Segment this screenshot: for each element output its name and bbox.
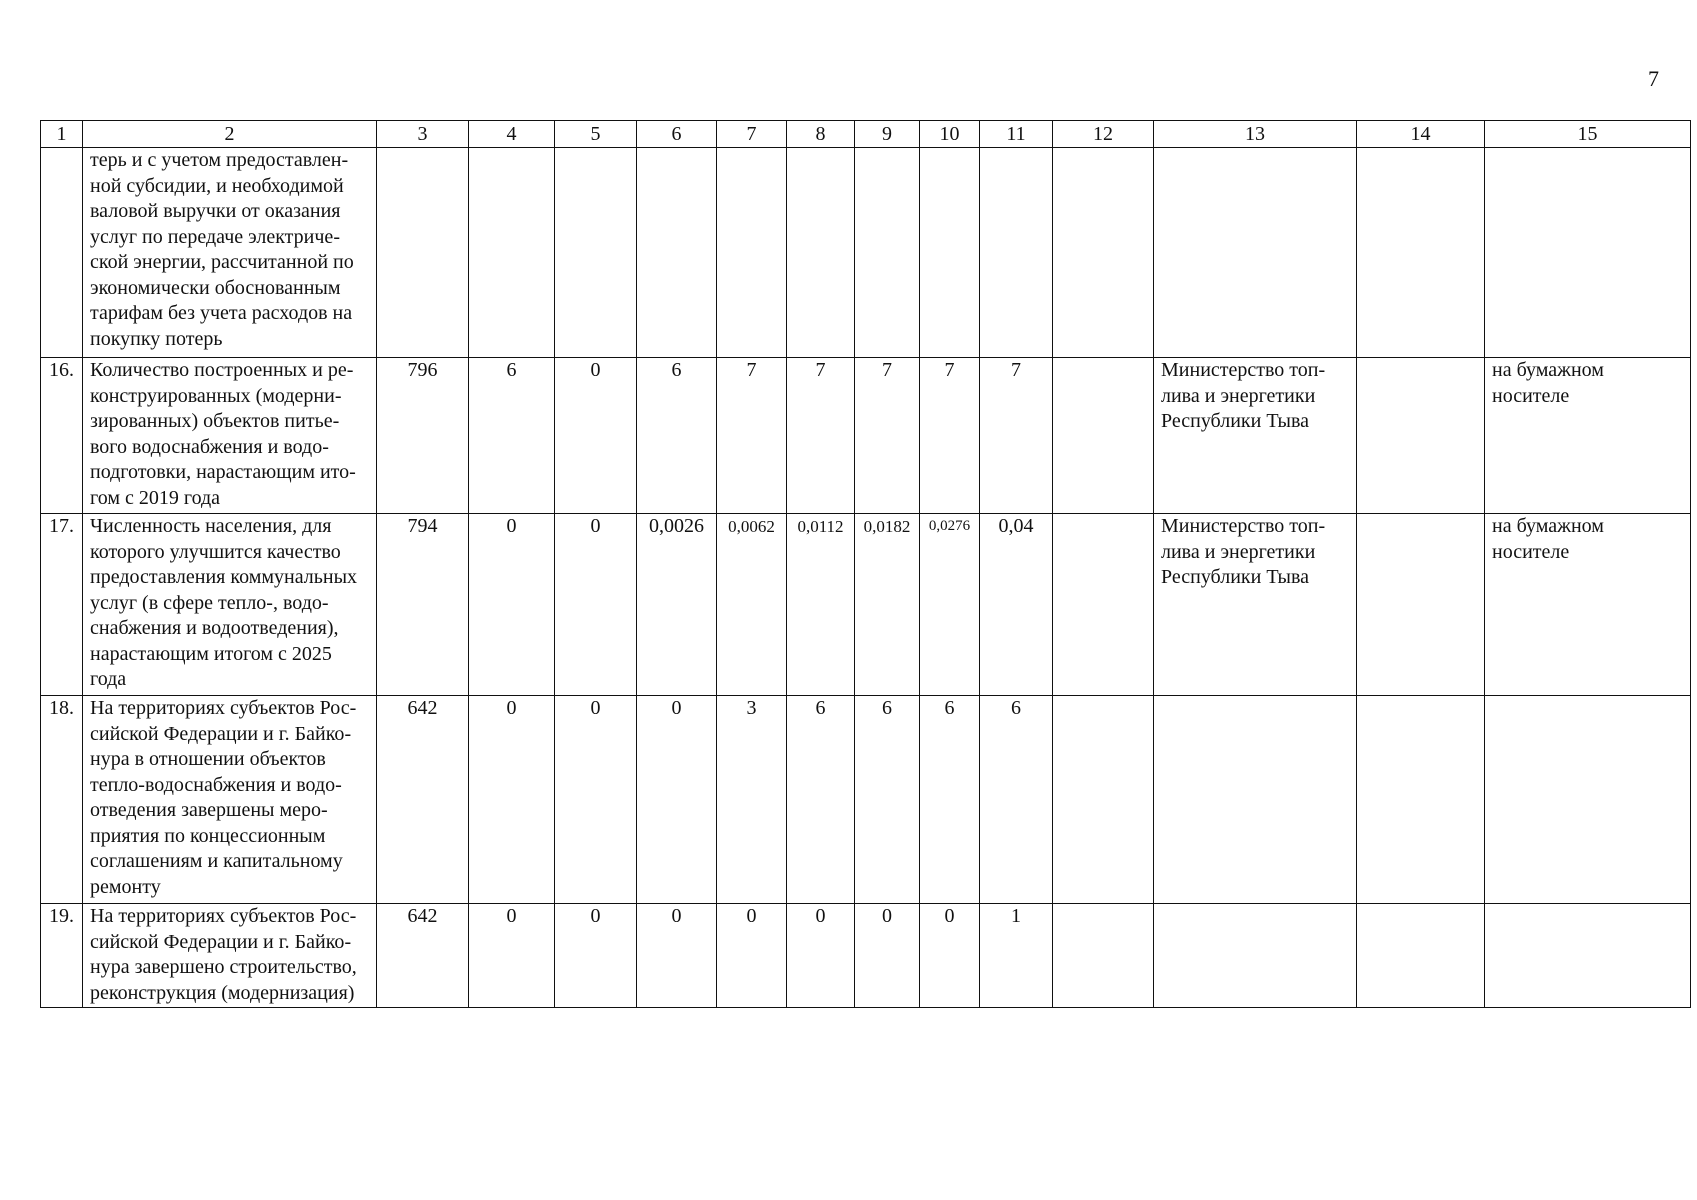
column-header: 4	[469, 121, 555, 148]
column-header: 3	[377, 121, 469, 148]
col14-cell	[1357, 514, 1485, 696]
column-header: 7	[717, 121, 787, 148]
col14-cell	[1357, 904, 1485, 1008]
column-header: 14	[1357, 121, 1485, 148]
value-cell	[555, 148, 637, 358]
table-row	[41, 904, 1691, 1008]
value-cell: 7	[717, 358, 787, 514]
source-cell	[1485, 696, 1691, 904]
col12-cell	[1053, 358, 1154, 514]
column-number-row	[41, 121, 1691, 148]
table-row	[41, 358, 1691, 514]
table-row	[41, 514, 1691, 696]
indicator-name: Численность населения, для которого улучшится качество предоставления коммунальных услуг (в сфере тепло-, водоснабжения и водоотведения), нарастающим итогом с 2025 года	[83, 514, 377, 696]
value-cell	[717, 148, 787, 358]
value-cell: 0,0062	[717, 514, 787, 696]
value-cell: 0	[555, 514, 637, 696]
value-cell: 0	[469, 514, 555, 696]
value-cell: 6	[637, 358, 717, 514]
table-row	[41, 696, 1691, 904]
value-cell: 0,0112	[787, 514, 855, 696]
value-cell: 0	[555, 358, 637, 514]
value-cell: 0,0182	[855, 514, 920, 696]
column-header: 10	[920, 121, 980, 148]
column-header: 13	[1154, 121, 1357, 148]
row-number: 18.	[41, 696, 83, 904]
indicator-name: Количество построенных и реконструированных (модернизированных) объектов питьевого водоснабжения и водоподготовки, нарастающим итогом с 2019 года	[83, 358, 377, 514]
column-header: 2	[83, 121, 377, 148]
value-cell: 7	[920, 358, 980, 514]
row-number: 19.	[41, 904, 83, 1008]
value-cell	[920, 148, 980, 358]
table-row	[41, 148, 1691, 358]
value-cell: 6	[920, 696, 980, 904]
value-cell: 0,04	[980, 514, 1053, 696]
value-cell: 0	[555, 696, 637, 904]
value-cell: 1	[980, 904, 1053, 1008]
row-number: 16.	[41, 358, 83, 514]
col12-cell	[1053, 148, 1154, 358]
value-cell: 6	[787, 696, 855, 904]
responsible-cell	[1154, 904, 1357, 1008]
value-cell: 7	[787, 358, 855, 514]
value-cell: 3	[717, 696, 787, 904]
col12-cell	[1053, 696, 1154, 904]
indicator-name: терь и с учетом предоставленной субсидии, и необходимой валовой выручки от оказания услуг по передаче электрической энергии, рассчитанной по экономически обоснованным тарифам без учета расходов на покупку потерь	[83, 148, 377, 358]
value-cell: 7	[855, 358, 920, 514]
column-header: 15	[1485, 121, 1691, 148]
page-number: 7	[1648, 66, 1659, 91]
value-cell: 0	[469, 904, 555, 1008]
source-cell	[1485, 904, 1691, 1008]
value-cell: 0	[855, 904, 920, 1008]
column-header: 6	[637, 121, 717, 148]
column-header: 11	[980, 121, 1053, 148]
value-cell: 0,0276	[920, 514, 980, 696]
value-cell: 0	[717, 904, 787, 1008]
value-cell: 0	[637, 904, 717, 1008]
row-number: 17.	[41, 514, 83, 696]
value-cell: 0	[787, 904, 855, 1008]
indicator-name: На территориях субъектов Российской Федерации и г. Байконура в отношении объектов тепло-водоснабжения и водоотведения завершены мероприятия по концессионным соглашениям и капитальному ремонту	[83, 696, 377, 904]
value-cell: 6	[855, 696, 920, 904]
row-number	[41, 148, 83, 358]
responsible-cell	[1154, 148, 1357, 358]
value-cell: 0	[637, 696, 717, 904]
column-header: 12	[1053, 121, 1154, 148]
column-header: 1	[41, 121, 83, 148]
value-cell: 0	[469, 696, 555, 904]
responsible-cell	[1154, 696, 1357, 904]
column-header: 8	[787, 121, 855, 148]
indicator-table	[40, 120, 1691, 1008]
value-cell: 6	[980, 696, 1053, 904]
col14-cell	[1357, 696, 1485, 904]
responsible-cell: Министерство топлива и энергетики Республики Тыва	[1154, 358, 1357, 514]
value-cell: 794	[377, 514, 469, 696]
responsible-cell: Министерство топлива и энергетики Республики Тыва	[1154, 514, 1357, 696]
value-cell: 0,0026	[637, 514, 717, 696]
indicator-name: На территориях субъектов Российской Федерации и г. Байконура завершено строительство, реконструкция (модернизация)	[83, 904, 377, 1008]
value-cell: 7	[980, 358, 1053, 514]
value-cell: 6	[469, 358, 555, 514]
value-cell	[469, 148, 555, 358]
value-cell: 642	[377, 904, 469, 1008]
col14-cell	[1357, 358, 1485, 514]
col12-cell	[1053, 904, 1154, 1008]
value-cell	[980, 148, 1053, 358]
source-cell: на бумажном носителе	[1485, 358, 1691, 514]
value-cell: 0	[555, 904, 637, 1008]
col14-cell	[1357, 148, 1485, 358]
value-cell	[637, 148, 717, 358]
value-cell	[377, 148, 469, 358]
source-cell: на бумажном носителе	[1485, 514, 1691, 696]
column-header: 9	[855, 121, 920, 148]
source-cell	[1485, 148, 1691, 358]
value-cell	[787, 148, 855, 358]
value-cell: 0	[920, 904, 980, 1008]
value-cell: 796	[377, 358, 469, 514]
value-cell	[855, 148, 920, 358]
col12-cell	[1053, 514, 1154, 696]
value-cell: 642	[377, 696, 469, 904]
column-header: 5	[555, 121, 637, 148]
